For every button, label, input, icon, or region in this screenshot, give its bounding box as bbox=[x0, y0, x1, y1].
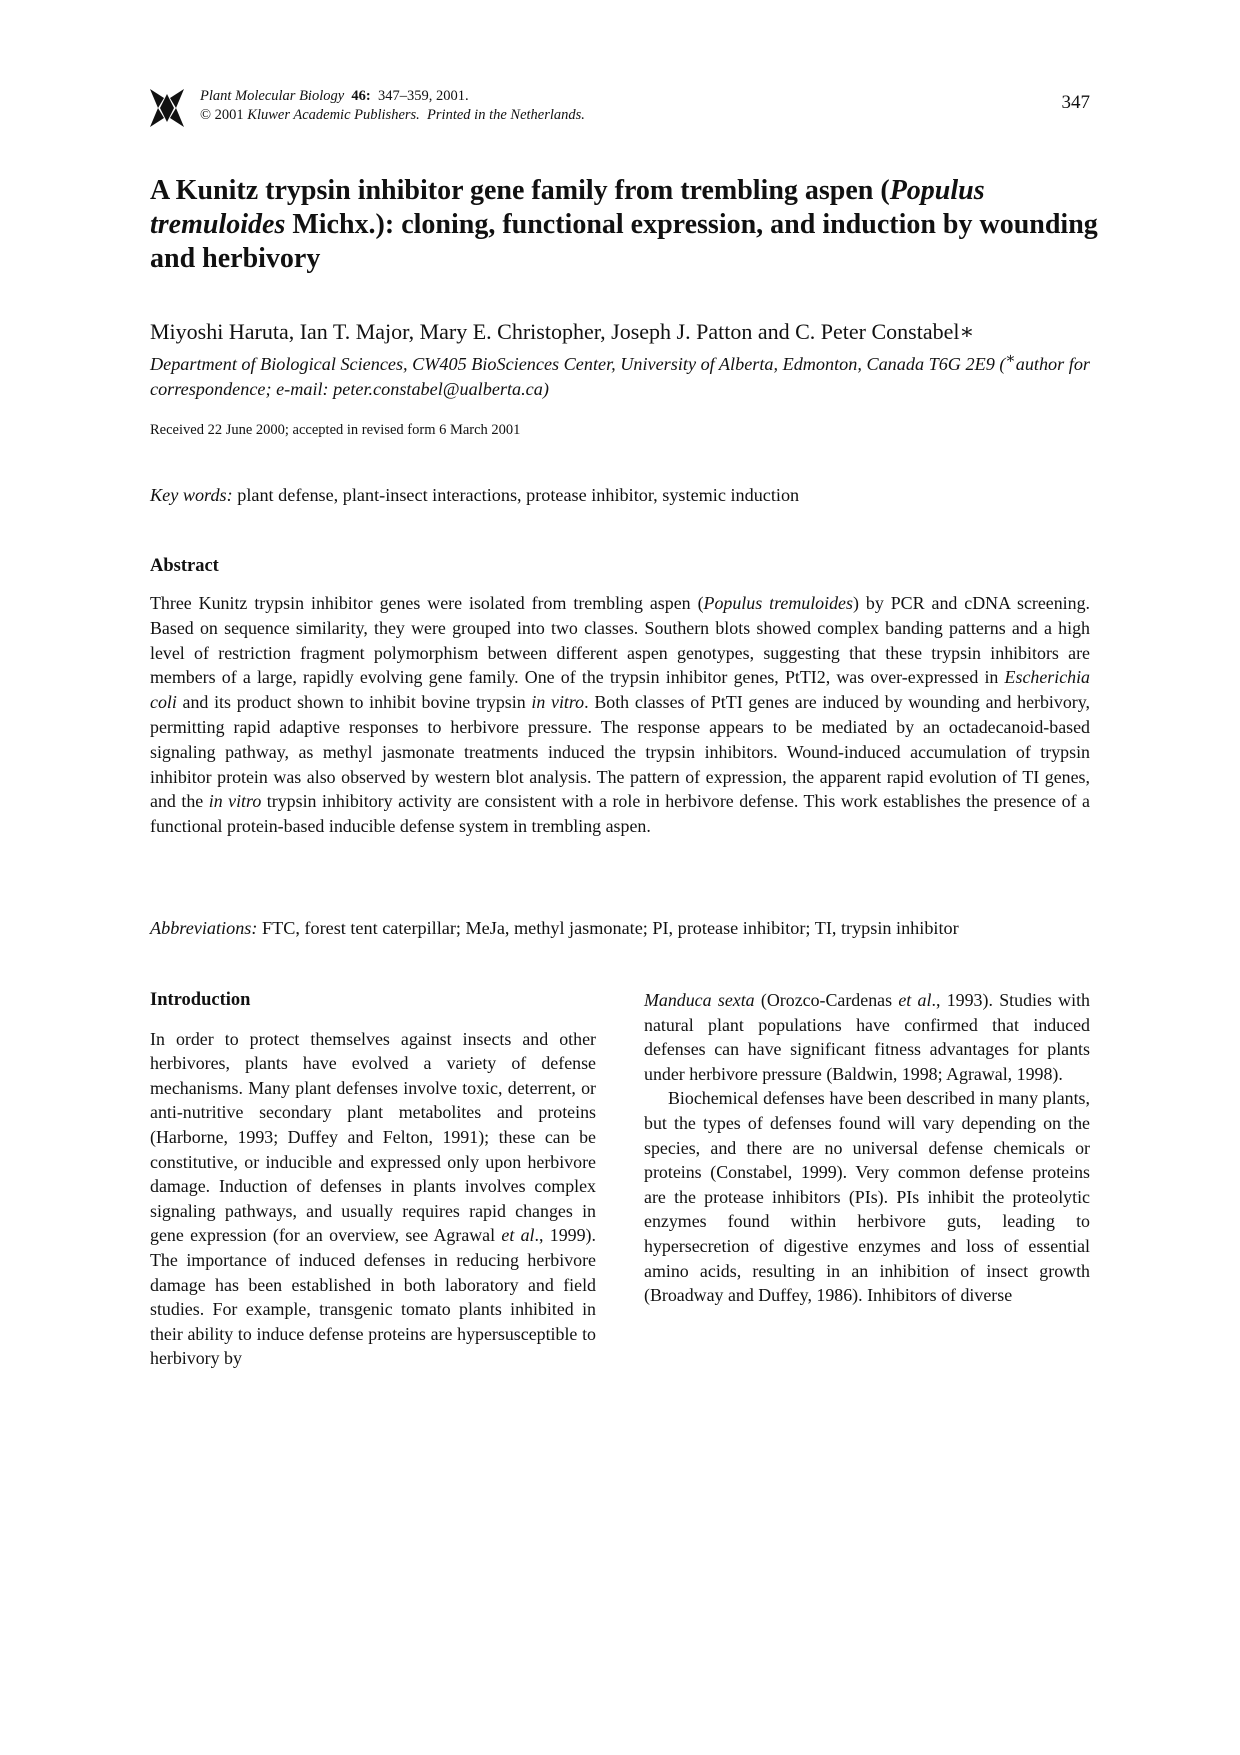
kluwer-logo-icon bbox=[150, 86, 184, 130]
abstract-organism: Escherichia coli bbox=[150, 667, 1090, 713]
intro-p1-text-d: ., 1993). Studies with natural plant populations have confirmed that induced defenses can have significant fitness advantages for plants under herbivore pressure (Baldwin, 1998; Agrawal, 1998). bbox=[644, 990, 1090, 1084]
title-genus: Populus bbox=[889, 175, 985, 206]
introduction-paragraph-2: Biochemical defenses have been described in many plants, but the types of defenses found will vary depending on the species, and there are no universal defense chemicals or proteins (Constabel, 1999). Very common defense proteins are the protease inhibitors (PIs). PIs inhibit the proteolytic enzymes found within herbivore guts, leading to hypersecretion of digestive enzymes and loss of essential amino acids, resulting in an inhibition of insect growth (Broadway and Duffey, 1986). Inhibitors of diverse bbox=[644, 1088, 1090, 1306]
publisher-name: Kluwer Academic Publishers. bbox=[247, 107, 420, 123]
introduction-paragraph-1-start bbox=[150, 1027, 596, 1371]
abstract-in-vitro-1: in vitro bbox=[531, 692, 585, 713]
abstract-species: Populus tremuloides bbox=[703, 593, 853, 613]
abbreviations-label: Abbreviations: bbox=[150, 918, 258, 938]
body-column-right bbox=[644, 988, 1090, 1308]
abstract-text-2: ) by PCR and cDNA screening. Based on sequence similarity, they were grouped into two classes. Southern blots showed complex banding patterns and a high level of restriction fragment polymorphism between different aspen genotypes, suggesting that these trypsin inhibitors are members of a large, rapidly evolving gene family. One of the trypsin inhibitor genes, PtTI2, was over-expressed in bbox=[150, 593, 1090, 688]
copyright-notice: © 2001 bbox=[200, 107, 244, 123]
abbreviations bbox=[150, 916, 1100, 940]
corresponding-author-mark: ∗ bbox=[959, 319, 975, 344]
intro-p1-text-b: ., 1999). The importance of induced defenses in reducing herbivore damage has been established in both laboratory and field studies. For example, transgenic tomato plants inhibited in their ability to induce defense proteins are hypersusceptible to herbivory by bbox=[150, 1225, 596, 1369]
abstract-text-1: Three Kunitz trypsin inhibitor genes were isolated from trembling aspen ( bbox=[150, 593, 704, 613]
affiliation-mark: ∗ bbox=[1005, 350, 1016, 367]
title-part-1: A Kunitz trypsin inhibitor gene family from trembling aspen ( bbox=[150, 175, 890, 206]
abbreviations-text: FTC, forest tent caterpillar; MeJa, methyl jasmonate; PI, protease inhibitor; TI, trypsin inhibitor bbox=[261, 918, 959, 938]
intro-p1-text-a: In order to protect themselves against insects and other herbivores, plants have evolved a variety of defense mechanisms. Many plant defenses involve toxic, deterrent, or anti-nutritive secondary plant metabolites and proteins (Harborne, 1993; Duffey and Felton, 1991); these can be constitutive, or inducible and expressed only upon herbivore damage. Induction of defenses in plants involves complex signaling pathways, and usually requires rapid changes in gene expression (for an overview, see Agrawal bbox=[150, 1028, 596, 1246]
journal-volume: 46: bbox=[351, 88, 371, 104]
keywords bbox=[150, 483, 1100, 507]
title-part-2: Michx.): cloning, functional expression, and induction by wounding and herbivory bbox=[150, 209, 1098, 274]
journal-citation bbox=[200, 87, 585, 125]
introduction-heading: Introduction bbox=[150, 990, 251, 1010]
author-names: Miyoshi Haruta, Ian T. Major, Mary E. Christopher, Joseph J. Patton and C. Peter Constabel bbox=[150, 319, 960, 344]
abstract-text-4: . Both classes of PtTI genes are induced by wounding and herbivory, permitting rapid adaptive responses to herbivore pressure. The response appears to be mediated by an octadecanoid-based signaling pathway, as methyl jasmonate treatments induced the trypsin inhibitors. Wound-induced accumulation of trypsin inhibitor protein was also observed by western blot analysis. The pattern of expression, the apparent rapid evolution of TI genes, and the bbox=[150, 692, 1090, 812]
title-epithet: tremuloides bbox=[150, 209, 286, 240]
intro-p1-etal-2: et al bbox=[898, 990, 932, 1010]
abstract-heading: Abstract bbox=[150, 556, 219, 576]
received-dates: Received 22 June 2000; accepted in revised form 6 March 2001 bbox=[150, 422, 521, 438]
journal-citation-line-1 bbox=[200, 87, 585, 106]
journal-name: Plant Molecular Biology bbox=[200, 88, 345, 104]
introduction-paragraph-1-end bbox=[644, 988, 1090, 1086]
correspondence-note: author for correspondence; e-mail: peter.constabel@ualberta.ca) bbox=[150, 354, 1090, 400]
printed-location: Printed in the Netherlands. bbox=[427, 107, 585, 123]
intro-p1-text-c: (Orozco-Cardenas bbox=[754, 990, 899, 1010]
author-list bbox=[150, 318, 1100, 346]
abstract-body bbox=[150, 591, 1090, 839]
article-title bbox=[150, 174, 1100, 276]
abstract-text-5: trypsin inhibitory activity are consistent with a role in herbivore defense. This work establishes the presence of a functional protein-based inducible defense system in trembling aspen. bbox=[150, 791, 1090, 837]
journal-header bbox=[150, 84, 1090, 134]
keywords-text: plant defense, plant-insect interactions, protease inhibitor, systemic induction bbox=[237, 485, 800, 505]
intro-p1-species: Manduca sexta bbox=[644, 990, 755, 1010]
author-affiliation bbox=[150, 346, 1090, 402]
intro-p1-etal: et al bbox=[501, 1225, 535, 1246]
abstract-text-3: and its product shown to inhibit bovine trypsin bbox=[176, 692, 532, 713]
keywords-label: Key words: bbox=[150, 485, 233, 505]
journal-citation-line-2 bbox=[200, 106, 585, 125]
journal-pages-year: 347–359, 2001. bbox=[378, 88, 469, 104]
abstract-in-vitro-2: in vitro bbox=[208, 791, 262, 812]
affiliation-text: Department of Biological Sciences, CW405 BioSciences Center, University of Alberta, Edmonton, Canada T6G 2E9 ( bbox=[150, 354, 1006, 375]
page-number: 347 bbox=[1061, 92, 1090, 113]
body-column-left bbox=[150, 988, 596, 1371]
